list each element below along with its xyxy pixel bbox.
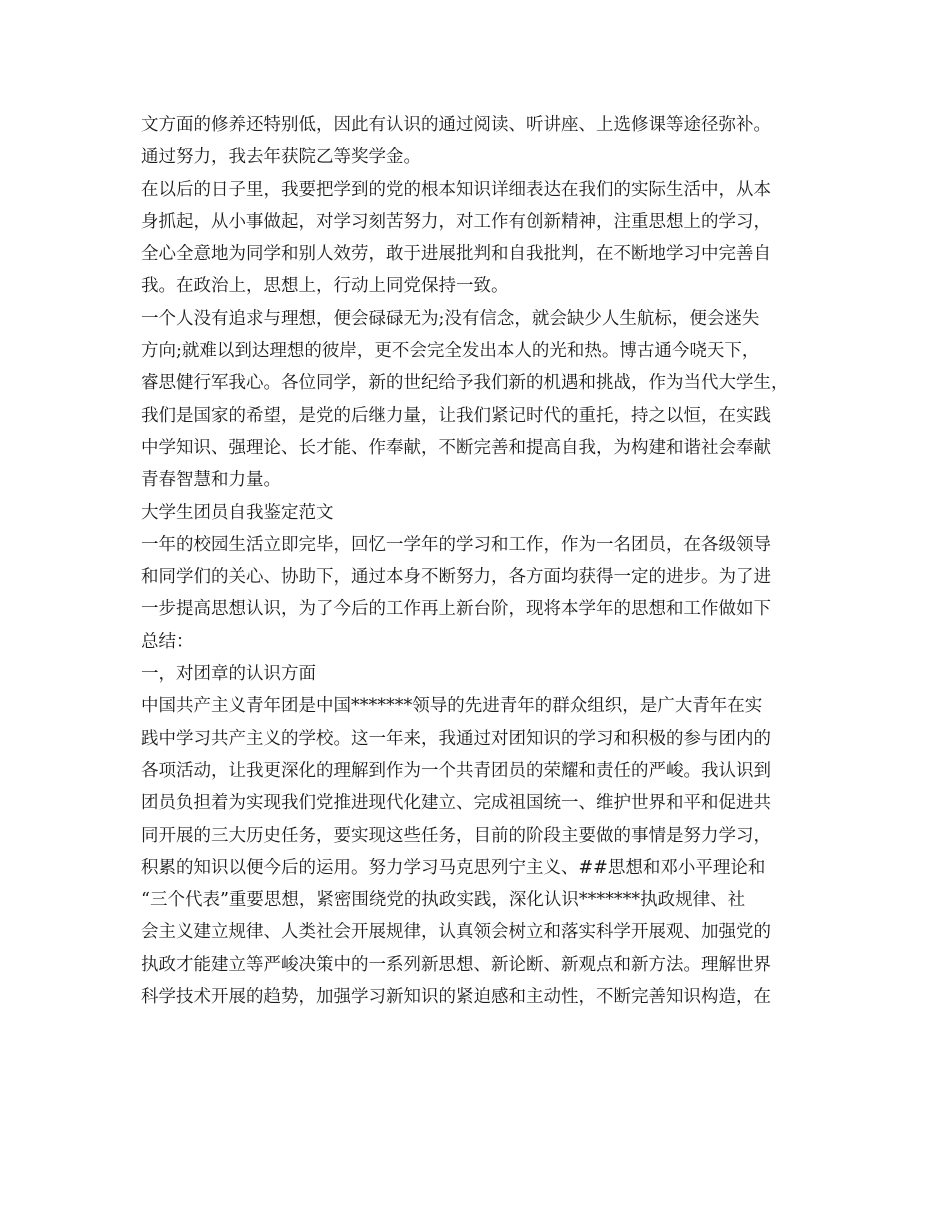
text-line: 总结：	[141, 631, 194, 652]
text-line: 积累的知识以便今后的运用。努力学习马克思列宁主义、##思想和邓小平理论和	[141, 857, 766, 878]
text-line: 一步提高思想认识，为了今后的工作再上新台阶，现将本学年的思想和工作做如下	[141, 599, 771, 620]
text-line: 全心全意地为同学和别人效劳，敢于进展批判和自我批判，在不断地学习中完善自	[141, 244, 771, 265]
text-line: 方向;就难以到达理想的彼岸，更不会完全发出本人的光和热。博古通今哓天下，	[141, 341, 760, 362]
text-line: 一个人没有追求与理想，便会碌碌无为;没有信念，就会缺少人生航标，便会迷失	[141, 308, 760, 329]
text-line: 青春智慧和力量。	[141, 470, 281, 491]
section-heading: 大学生团员自我鉴定范文	[141, 502, 334, 523]
text-line: 和同学们的关心、协助下，通过本身不断努力，各方面均获得一定的进步。为了进	[141, 567, 771, 588]
subsection-heading: 一，对团章的认识方面	[141, 664, 316, 685]
text-line: 各项活动，让我更深化的理解到作为一个共青团员的荣耀和责任的严峻。我认识到	[141, 760, 771, 781]
text-line: 在以后的日子里，我要把学到的党的根本知识详细表达在我们的实际生活中，从本	[141, 179, 771, 200]
text-line: 科学技术开展的趋势，加强学习新知识的紧迫感和主动性，不断完善知识构造，在	[141, 987, 771, 1008]
text-line: 中学知识、强理论、长才能、作奉献，不断完善和提高自我，为构建和谐社会奉献	[141, 437, 771, 458]
text-line: 中国共产主义青年团是中国*******领导的先进青年的群众组织，是广大青年在实	[141, 696, 763, 717]
text-line: 同开展的三大历史任务，要实现这些任务，目前的阶段主要做的事情是努力学习，	[141, 825, 771, 846]
text-line: “三个代表”重要思想，紧密围绕党的执政实践，深化认识*******执政规律、社	[141, 890, 746, 911]
text-line: 文方面的修养还特别低，因此有认识的通过阅读、听讲座、上选修课等途径弥补。	[141, 115, 771, 135]
text-line: 身抓起，从小事做起，对学习刻苦努力，对工作有创新精神，注重思想上的学习，	[141, 211, 771, 232]
text-line: 睿思健行军我心。各位同学，新的世纪给予我们新的机遇和挑战，作为当代大学生，	[141, 373, 789, 394]
document-body	[141, 109, 821, 1013]
text-line: 团员负担着为实现我们党推进现代化建立、完成祖国统一、维护世界和平和促进共	[141, 793, 771, 814]
text-line: 通过努力，我去年获院乙等奖学金。	[141, 147, 421, 168]
text-line: 我们是国家的希望，是党的后继力量，让我们紧记时代的重托，持之以恒，在实践	[141, 405, 771, 426]
text-line: 我。在政治上，思想上，行动上同党保持一致。	[141, 276, 509, 297]
text-line: 践中学习共产主义的学校。这一年来，我通过对团知识的学习和积极的参与团内的	[141, 728, 771, 749]
text-line: 一年的校园生活立即完毕，回忆一学年的学习和工作，作为一名团员，在各级领导	[141, 534, 771, 555]
text-line: 会主义建立规律、人类社会开展规律，认真领会树立和落实科学开展观、加强党的	[141, 922, 771, 943]
text-line: 执政才能建立等严峻决策中的一系列新思想、新论断、新观点和新方法。理解世界	[141, 954, 771, 975]
